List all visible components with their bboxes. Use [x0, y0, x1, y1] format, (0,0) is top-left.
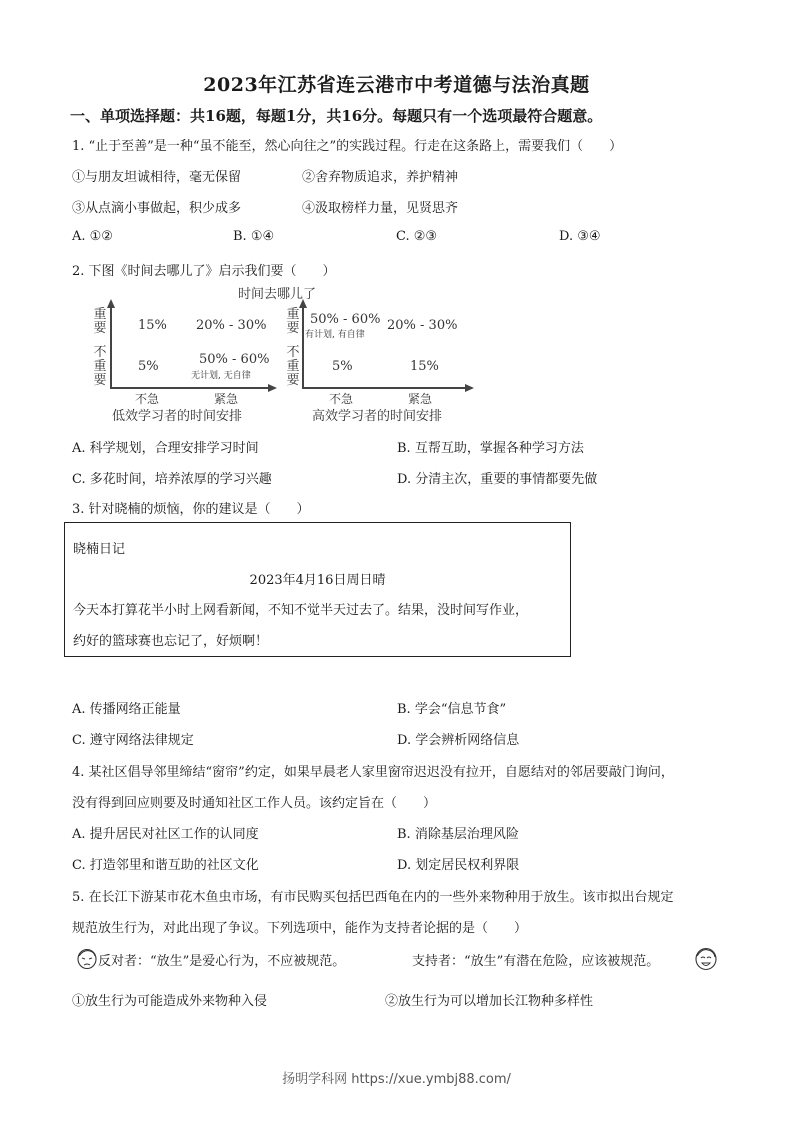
right-caption: 高效学习者的时间安排	[312, 409, 443, 424]
diary-date: 2023年4月16日周日晴	[249, 573, 386, 588]
q2-option-b[interactable]: B. 互帮互助，掌握各种学习方法	[397, 441, 584, 456]
left-y-axis	[110, 305, 112, 388]
q4-option-d[interactable]: D. 划定居民权利界限	[397, 858, 520, 873]
left-cell-important-not-urgent: 15%	[138, 318, 167, 333]
right-cell-important-urgent: 20% - 30%	[387, 318, 458, 333]
left-ylabel-unimportant: 不重要	[93, 345, 107, 388]
diary-heading: 晓楠日记	[73, 542, 126, 557]
q4-option-c[interactable]: C. 打造邻里和谐互助的社区文化	[72, 858, 259, 873]
chart-title: 时间去哪儿了	[238, 287, 317, 302]
right-y-arrow-icon	[299, 299, 307, 308]
question-5-stem-line-2: 规范放生行为，对此出现了争议。下列选项中，能作为支持者论据的是（ ）	[72, 921, 528, 936]
left-cell-important-urgent: 20% - 30%	[196, 318, 267, 333]
left-cell-unimportant-not-urgent: 5%	[138, 359, 159, 374]
right-cell-unimportant-not-urgent: 5%	[332, 359, 353, 374]
right-cell-unimportant-urgent: 15%	[410, 359, 439, 374]
left-cell-unimportant-urgent: 50% - 60%	[199, 352, 270, 367]
question-3-stem: 3. 针对晓楠的烦恼，你的建议是（ ）	[72, 502, 310, 517]
q3-option-c[interactable]: C. 遵守网络法律规定	[72, 733, 194, 748]
right-xlabel-not-urgent: 不急	[329, 392, 354, 406]
right-xlabel-urgent: 紧急	[408, 392, 433, 406]
right-y-axis	[302, 305, 304, 388]
left-caption: 低效学习者的时间安排	[112, 409, 243, 424]
frowning-face-icon	[76, 946, 98, 970]
right-x-axis	[302, 387, 467, 389]
q1-statement-1: ①与朋友坦诚相待，毫无保留	[72, 170, 242, 185]
right-ylabel-unimportant: 不重要	[286, 345, 300, 388]
supporter-statement: 支持者：“放生”有潜在危险，应该被规范。	[412, 954, 660, 969]
left-x-arrow-icon	[268, 384, 277, 392]
section-heading: 一、单项选择题：共16题，每题1分，共16分。每题只有一个选项最符合题意。	[70, 107, 603, 125]
left-xlabel-urgent: 紧急	[214, 392, 239, 406]
question-2-stem: 2. 下图《时间去哪儿了》启示我们要（ ）	[72, 264, 336, 279]
diary-line-2: 约好的篮球赛也忘记了，好烦啊！	[73, 634, 269, 649]
q2-option-d[interactable]: D. 分清主次，重要的事情都要先做	[397, 472, 598, 487]
diary-line-1: 今天本打算花半小时上网看新闻，不知不觉半天过去了。结果，没时间写作业，	[73, 603, 529, 618]
q3-option-a[interactable]: A. 传播网络正能量	[72, 702, 181, 717]
q4-option-b[interactable]: B. 消除基层治理风险	[397, 827, 519, 842]
left-ylabel-important: 重要	[93, 307, 107, 336]
footer-watermark: 扬明学科网 https://xue.ymbj88.com/	[282, 1072, 511, 1087]
question-4-stem-line-2: 没有得到回应则要及时通知社区工作人员。该约定旨在（ ）	[72, 796, 437, 811]
q1-option-d[interactable]: D. ③④	[559, 229, 601, 244]
q3-option-b[interactable]: B. 学会“信息节食”	[397, 702, 507, 717]
q1-option-a[interactable]: A. ①②	[72, 229, 113, 244]
left-x-axis	[110, 387, 270, 389]
right-x-arrow-icon	[465, 384, 474, 392]
question-5-stem-line-1: 5. 在长江下游某市花木鱼虫市场，有市民购买包括巴西龟在内的一些外来物种用于放生。该市拟出台规定	[72, 890, 674, 905]
q1-option-c[interactable]: C. ②③	[396, 229, 438, 244]
q1-statement-3: ③从点滴小事做起，积少成多	[72, 201, 242, 216]
q5-statement-1: ①放生行为可能造成外来物种入侵	[72, 994, 268, 1009]
opponent-statement: 反对者：“放生”是爱心行为，不应被规范。	[98, 954, 346, 969]
q1-option-b[interactable]: B. ①④	[233, 229, 275, 244]
left-note: 无计划, 无自律	[191, 371, 251, 381]
q4-option-a[interactable]: A. 提升居民对社区工作的认同度	[72, 827, 259, 842]
q2-option-c[interactable]: C. 多花时间，培养浓厚的学习兴趣	[72, 472, 272, 487]
q1-statement-2: ②舍弃物质追求，养护精神	[302, 170, 459, 185]
q2-option-a[interactable]: A. 科学规划，合理安排学习时间	[72, 441, 259, 456]
page-title: 2023年江苏省连云港市中考道德与法治真题	[203, 74, 590, 96]
question-1-stem: 1. “止于至善”是一种“虽不能至，然心向往之”的实践过程。行走在这条路上，需要我们（ ）	[72, 139, 623, 154]
left-y-arrow-icon	[107, 299, 115, 308]
left-xlabel-not-urgent: 不急	[135, 392, 160, 406]
right-cell-important-not-urgent: 50% - 60%	[310, 312, 381, 327]
q5-statement-2: ②放生行为可以增加长江物种多样性	[385, 994, 594, 1009]
question-4-stem-line-1: 4. 某社区倡导邻里缔结“窗帘”约定，如果早晨老人家里窗帘迟迟没有拉开，自愿结对的邻居要敲门询问，	[72, 765, 674, 780]
smiling-face-icon	[693, 944, 719, 972]
q3-option-d[interactable]: D. 学会辨析网络信息	[397, 733, 520, 748]
right-ylabel-important: 重要	[286, 307, 300, 336]
q1-statement-4: ④汲取榜样力量，见贤思齐	[302, 201, 459, 216]
diary-box	[64, 522, 571, 657]
right-note: 有计划, 有自律	[305, 330, 365, 340]
